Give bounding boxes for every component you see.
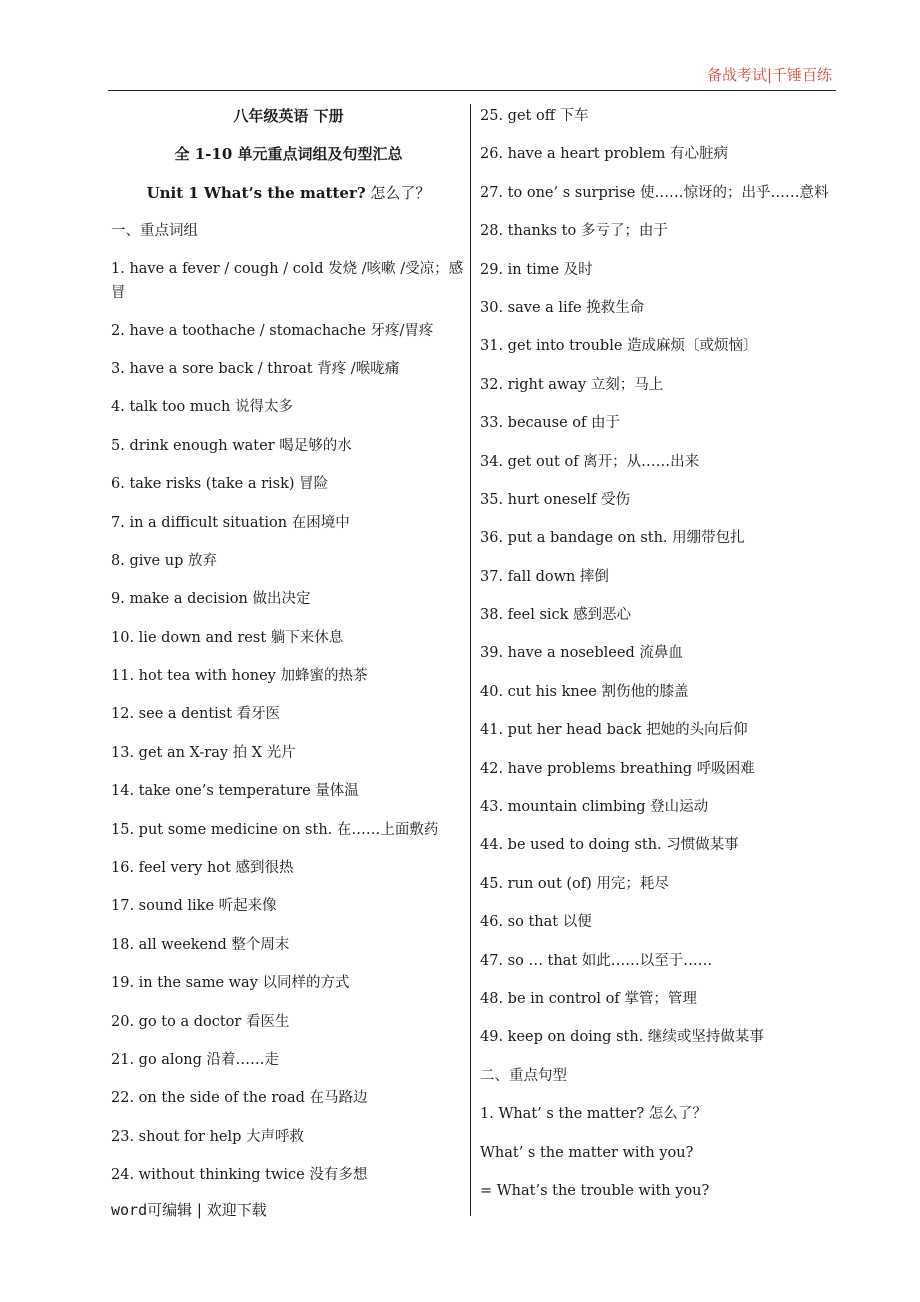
column-divider [470, 104, 471, 1216]
phrase-item: 10. lie down and rest 躺下来休息 [111, 629, 344, 646]
phrase-item: 6. take risks (take a risk) 冒险 [111, 476, 329, 493]
section-heading-phrases: 一、重点词组 [111, 223, 198, 240]
phrase-item: 15. put some medicine on sth. 在……上面敷药 [111, 821, 439, 838]
phrase-item: 9. make a decision 做出决定 [111, 591, 311, 608]
phrase-item: 49. keep on doing sth. 继续或坚持做某事 [480, 1029, 764, 1046]
phrase-item: 46. so that 以便 [480, 914, 592, 931]
phrase-item: 41. put her head back 把她的头向后仰 [480, 722, 748, 739]
phrase-item: 18. all weekend 整个周末 [111, 936, 290, 953]
phrase-list-left [111, 257, 466, 1189]
phrase-item: 29. in time 及时 [480, 261, 593, 278]
footer [111, 1199, 267, 1220]
phrase-item: 14. take one’s temperature 量体温 [111, 783, 359, 800]
right-column [480, 103, 840, 1216]
phrase-item: 34. get out of 离开；从……出来 [480, 453, 700, 470]
phrase-item: 36. put a bandage on sth. 用绷带包扎 [480, 530, 745, 547]
phrase-item: 25. get off 下车 [480, 108, 589, 124]
phrase-item: 33. because of 由于 [480, 415, 620, 432]
phrase-item: 19. in the same way 以同样的方式 [111, 975, 350, 992]
phrase-item: 45. run out (of) 用完；耗尽 [480, 875, 669, 892]
phrase-item: 22. on the side of the road 在马路边 [111, 1090, 368, 1107]
phrase-item: 7. in a difficult situation 在困境中 [111, 514, 350, 531]
phrase-list-right [480, 103, 840, 1050]
phrase-item: 20. go to a doctor 看医生 [111, 1013, 290, 1030]
unit-title [111, 180, 466, 206]
phrase-item: 35. hurt oneself 受伤 [480, 491, 630, 508]
phrase-item: 47. so … that 如此……以至于…… [480, 952, 713, 969]
phrase-item: 4. talk too much 说得太多 [111, 399, 294, 416]
phrase-item: 31. get into trouble 造成麻烦〔或烦恼〕 [480, 338, 758, 355]
header-brand: 备战考试|千锤百练 [706, 66, 832, 84]
phrase-item: 42. have problems breathing 呼吸困难 [480, 760, 755, 777]
unit-title-cn: 怎么了？ [365, 183, 431, 202]
phrase-item: 43. mountain climbing 登山运动 [480, 799, 709, 816]
header-rule [108, 90, 836, 91]
sentence-list [480, 1101, 840, 1204]
phrase-item: 32. right away 立刻；马上 [480, 376, 664, 393]
phrase-item: 16. feel very hot 感到很热 [111, 860, 294, 877]
phrase-item: 39. have a nosebleed 流鼻血 [480, 645, 683, 662]
phrase-item: 27. to one’ s surprise 使……惊讶的；出乎……意料 [480, 184, 829, 201]
footer-word: word [111, 1201, 148, 1219]
phrase-item: 13. get an X-ray 拍 X 光片 [111, 744, 296, 761]
sentence-item: What’ s the matter with you? [480, 1144, 694, 1161]
phrase-item: 2. have a toothache / stomachache 牙疼/胃疼 [111, 322, 434, 339]
document-subtitle: 全 1-10 单元重点词组及句型汇总 [174, 145, 403, 164]
phrase-item: 21. go along 沿着……走 [111, 1051, 280, 1068]
phrase-item: 40. cut his knee 割伤他的膝盖 [480, 683, 689, 700]
sentence-item: = What’s the trouble with you? [480, 1182, 710, 1199]
phrase-item: 5. drink enough water 喝足够的水 [111, 437, 352, 454]
phrase-item: 17. sound like 听起来像 [111, 898, 277, 915]
phrase-item: 3. have a sore back / throat 背疼 /喉咙痛 [111, 360, 400, 377]
phrase-item: 1. have a fever / cough / cold 发烧 /咳嗽 /受凉；感冒 [111, 260, 464, 301]
phrase-item: 48. be in control of 掌管；管理 [480, 990, 697, 1007]
phrase-item: 8. give up 放弃 [111, 552, 217, 569]
sentence-item: 1. What’ s the matter? 怎么了？ [480, 1106, 707, 1123]
phrase-item: 38. feel sick 感到恶心 [480, 607, 632, 624]
left-column [111, 103, 466, 1201]
document-title: 八年级英语 下册 [233, 107, 344, 125]
phrase-item: 44. be used to doing sth. 习惯做某事 [480, 837, 739, 854]
phrase-item: 26. have a heart problem 有心脏病 [480, 146, 729, 163]
phrase-item: 12. see a dentist 看牙医 [111, 706, 281, 723]
phrase-item: 11. hot tea with honey 加蜂蜜的热茶 [111, 668, 368, 685]
unit-title-en: Unit 1 What’s the matter? [146, 183, 366, 202]
phrase-item: 28. thanks to 多亏了；由于 [480, 223, 668, 240]
phrase-item: 37. fall down 摔倒 [480, 568, 609, 585]
phrase-item: 30. save a life 挽救生命 [480, 299, 645, 316]
footer-text: 可编辑 | 欢迎下载 [147, 1201, 267, 1219]
phrase-item: 24. without thinking twice 没有多想 [111, 1167, 368, 1184]
section-heading-sentences: 二、重点句型 [480, 1067, 567, 1084]
phrase-item: 23. shout for help 大声呼救 [111, 1128, 305, 1145]
